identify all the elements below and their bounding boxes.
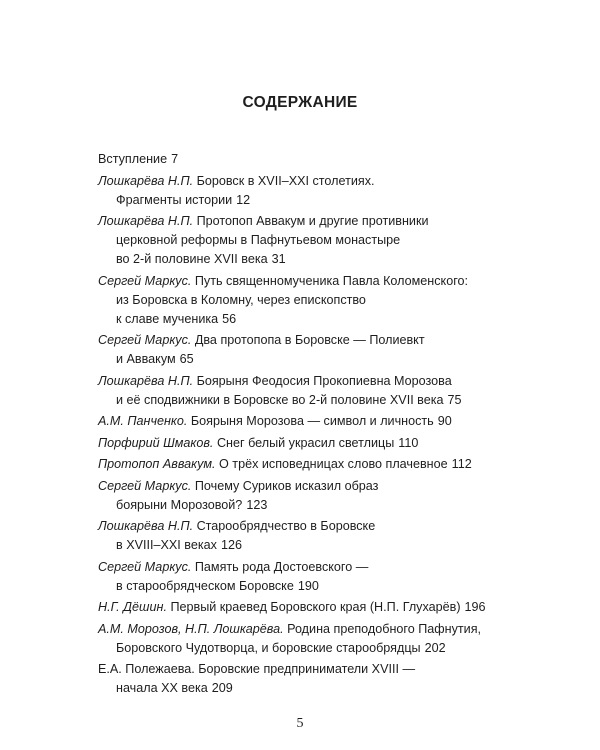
toc-entry-line [98, 350, 482, 369]
toc-page-number: 126 [220, 538, 242, 552]
toc-entry-title: Снег белый украсил светлицы [216, 435, 395, 450]
toc-entry [98, 434, 482, 453]
toc-entry-title: Вступление [98, 152, 168, 166]
toc-entry-line [98, 477, 482, 496]
toc-entry-line [98, 639, 482, 658]
toc-page-number: 196 [464, 600, 486, 614]
toc-entry-line [98, 558, 482, 577]
page-title: СОДЕРЖАНИЕ [242, 94, 358, 111]
toc-entry [98, 517, 482, 555]
toc-entry-line [98, 372, 482, 391]
toc-entry-line [98, 250, 482, 269]
toc-page-number: 75 [447, 392, 462, 407]
toc-page-number: 7 [171, 152, 179, 166]
toc-entry-title: и Аввакум [116, 352, 176, 366]
toc-page-number: 90 [437, 414, 452, 428]
toc-entry-title: и её сподвижники в Боровске во 2-й половине XVII века [116, 392, 444, 407]
toc-page-number: 31 [271, 252, 286, 266]
toc-author: Лошкарёва Н.П. [98, 373, 194, 388]
toc-entry-line [98, 150, 482, 169]
toc-author: Лошкарёва Н.П. [98, 173, 194, 188]
toc-author: Лошкарёва Н.П. [98, 519, 194, 533]
toc-entry [98, 620, 482, 658]
toc-entry-line [98, 598, 486, 617]
toc-entry [98, 598, 486, 617]
toc-page-number: 202 [424, 640, 446, 655]
toc-entry-line [98, 412, 482, 431]
toc-entry-title: Родина преподобного Пафнутия, [287, 621, 482, 636]
toc-entry-title: Фрагменты истории [116, 192, 233, 207]
toc-page-number: 112 [451, 457, 472, 471]
toc-entry [98, 372, 482, 410]
toc-entry-line [98, 434, 482, 453]
toc-page-number: 65 [179, 352, 194, 366]
toc-page-number: 110 [398, 435, 419, 450]
toc-entry-title: Боярыня Феодосия Прокопиевна Морозова [196, 373, 452, 388]
toc-entry-title: из Боровска в Коломну, через епископство [116, 292, 366, 307]
toc-entry-title: боярыни Морозовой? [116, 497, 243, 512]
toc-entry-line [98, 272, 482, 291]
toc-entry [98, 331, 482, 369]
toc-entry [98, 660, 482, 698]
toc-entry-title: Первый краевед Боровского края (Н.П. Глухарёв) [170, 600, 461, 614]
toc-entry-title: во 2-й половине XVII века [116, 252, 268, 266]
toc-entry [98, 212, 482, 269]
toc-entry-title: Почему Суриков исказил образ [194, 478, 379, 493]
toc-author: Порфирий Шмаков. [98, 435, 214, 450]
toc-entry-line [98, 620, 482, 639]
toc-entry [98, 150, 482, 169]
toc-entry-title: Протопоп Аввакум и другие противники [196, 214, 429, 228]
toc-entry [98, 412, 482, 431]
toc-entry-title: начала XX века [116, 681, 208, 695]
toc-entry-line [98, 660, 482, 679]
toc-entry [98, 558, 482, 596]
toc-entry-line [98, 191, 482, 210]
toc-author: Лошкарёва Н.П. [98, 214, 194, 228]
toc-entry [98, 272, 482, 329]
page-number: 5 [296, 716, 304, 731]
toc-entry-title: церковной реформы в Пафнутьевом монастыре [116, 233, 401, 247]
toc-author: А.М. Панченко. [98, 414, 188, 428]
toc-entry-line [98, 496, 482, 515]
toc-author: А.М. Морозов, Н.П. Лошкарёва. [98, 621, 284, 636]
toc-entry-title: Боровск в XVII–XXI столетиях. [196, 173, 375, 188]
toc-entry-line [98, 231, 482, 250]
toc-page-number: 190 [297, 578, 319, 593]
toc-entry-line [98, 517, 482, 536]
toc-author: Сергей Маркус. [98, 273, 192, 288]
toc-author: Сергей Маркус. [98, 478, 192, 493]
toc-entry [98, 172, 482, 210]
toc-author: Протопоп Аввакум. [98, 457, 216, 471]
toc-entry-line [98, 172, 482, 191]
toc-entry-line [98, 291, 482, 310]
toc-entry-title: Е.А. Полежаева. Боровские предприниматели XVIII — [98, 662, 416, 676]
toc-entry-title: Память рода Достоевского — [194, 559, 369, 574]
toc-entry-line [98, 577, 482, 596]
toc-entry-line [98, 391, 482, 410]
table-of-contents [98, 150, 486, 701]
toc-author: Н.Г. Дёшин. [98, 600, 167, 614]
toc-entry-title: О трёх исповедницах слово плачевное [219, 457, 448, 471]
toc-entry-line [98, 455, 482, 474]
toc-entry-title: Боярыня Морозова — символ и личность [190, 414, 434, 428]
toc-entry-line [98, 679, 482, 698]
toc-entry [98, 455, 482, 474]
toc-author: Сергей Маркус. [98, 559, 192, 574]
toc-entry-title: в старообрядческом Боровске [116, 578, 294, 593]
toc-entry-title: к славе мученика [116, 311, 219, 326]
toc-page-number: 209 [211, 681, 233, 695]
toc-page-number: 56 [222, 311, 237, 326]
toc-entry-title: Старообрядчество в Боровске [196, 519, 376, 533]
toc-entry-line [98, 331, 482, 350]
toc-entry-title: Боровского Чудотворца, и боровские старообрядцы [116, 640, 421, 655]
toc-entry-line [98, 536, 482, 555]
toc-page-number: 123 [246, 497, 268, 512]
toc-entry-title: Путь священномученика Павла Коломенского: [194, 273, 469, 288]
toc-entry-title: Два протопопа в Боровске — Полиевкт [194, 333, 425, 347]
toc-page-number: 12 [236, 192, 251, 207]
toc-entry-title: в XVIII–XXI веках [116, 538, 217, 552]
toc-entry [98, 477, 482, 515]
toc-entry-line [98, 212, 482, 231]
toc-entry-line [98, 310, 482, 329]
toc-author: Сергей Маркус. [98, 333, 192, 347]
